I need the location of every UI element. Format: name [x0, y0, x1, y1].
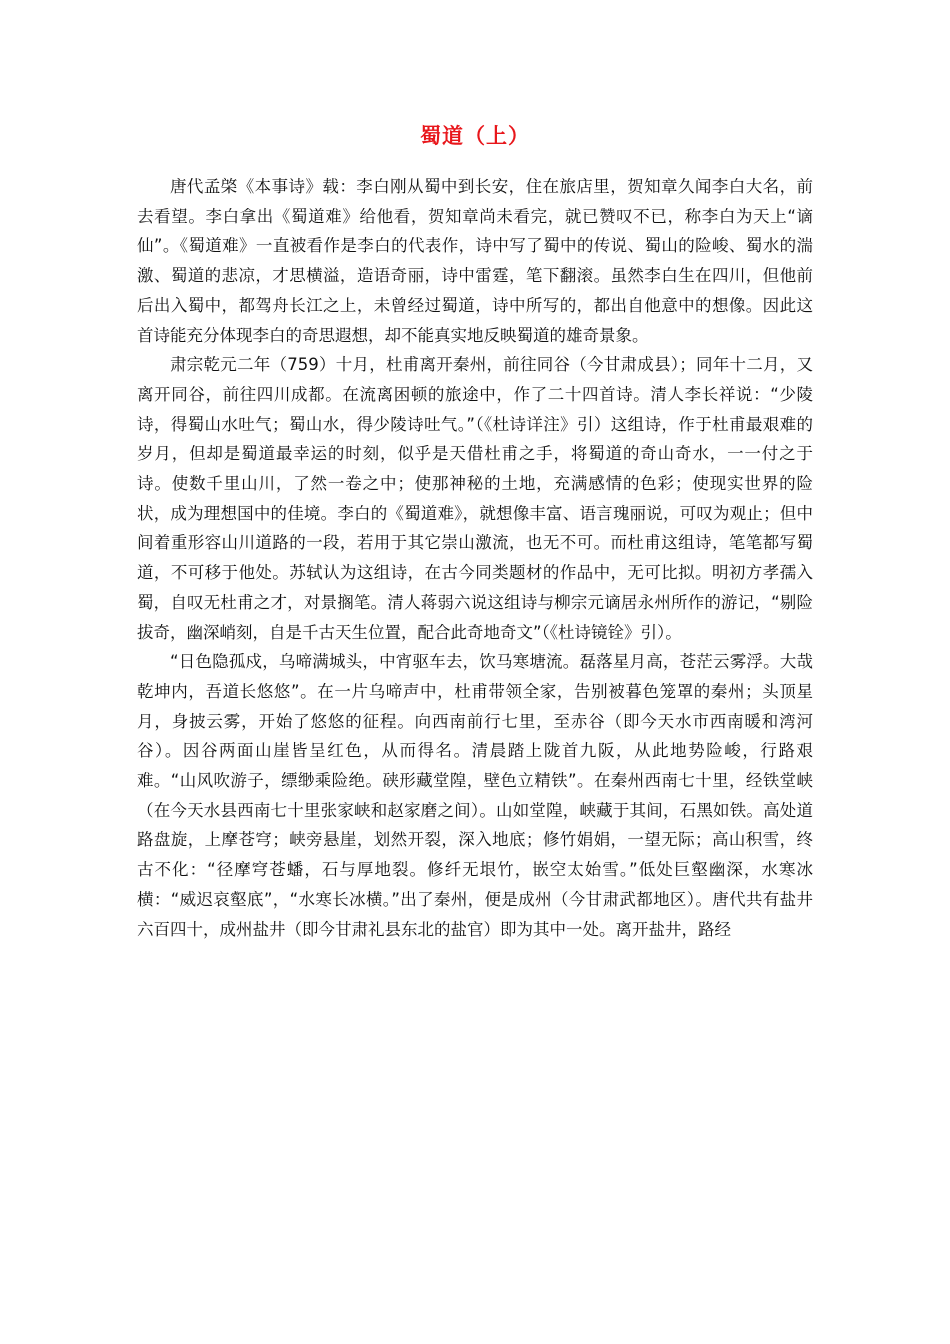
- paragraph-2: 肃宗乾元二年（759）十月，杜甫离开秦州，前往同谷（今甘肃成县）；同年十二月，又离开同谷，前往四川成都。在流离困顿的旅途中，作了二十四首诗。清人李长祥说：“少陵诗，得蜀山水吐气；蜀山水，得少陵诗吐气。”（《杜诗详注》引）这组诗，作于杜甫最艰难的岁月，但却是蜀道最幸运的时刻，似乎是天借杜甫之手，将蜀道的奇山奇水，一一付之于诗。使数千里山川，了然一卷之中；使那神秘的土地，充满感情的色彩；使现实世界的险状，成为理想国中的佳境。李白的《蜀道难》，就想像丰富、语言瑰丽说，可叹为观止；但中间着重形容山川道路的一段，若用于其它崇山激流，也无不可。而杜甫这组诗，笔笔都写蜀道，不可移于他处。苏轼认为这组诗，在古今同类题材的作品中，无可比拟。明初方孝孺入蜀，自叹无杜甫之才，对景搁笔。清人蒋弱六说这组诗与柳宗元谪居永州所作的游记，“剔险拔奇，幽深峭刻，自是千古天生位置，配合此奇地奇文”（《杜诗镜铨》引）。: [137, 355, 813, 642]
- paragraph-3: “日色隐孤戍，乌啼满城头，中宵驱车去，饮马寒塘流。磊落星月高，苍茫云雾浮。大哉乾坤内，吾道长悠悠”。在一片乌啼声中，杜甫带领全家，告别被暮色笼罩的秦州；头顶星月，身披云雾，开始了悠悠的征程。向西南前行七里，至赤谷（即今天水市西南暖和湾河谷）。因谷两面山崖皆呈红色，从而得名。清晨踏上陇首九阪，从此地势险峻，行路艰难。“山风吹游子，缥缈乘险绝。硖形藏堂隍，壁色立精铁”。在秦州西南七十里，经铁堂峡（在今天水县西南七十里张家峡和赵家磨之间）。山如堂隍，峡藏于其间，石黑如铁。高处道路盘旋，上摩苍穹；峡旁悬崖，划然开裂，深入地底；修竹娟娟，一望无际；高山积雪，终古不化：“径摩穹苍蟠，石与厚地裂。修纤无垠竹，嵌空太始雪。”低处巨壑幽深，水寒冰横：“威迟哀壑底”，“水寒长冰横。”出了秦州，便是成州（今甘肃武都地区）。唐代共有盐井六百四十，成州盐井（即今甘肃礼县东北的盐官）即为其中一处。离开盐井，路经: [137, 652, 813, 939]
- document-body: [137, 172, 813, 944]
- paragraph-1: 唐代孟棨《本事诗》载：李白刚从蜀中到长安，住在旅店里，贺知章久闻李白大名，前去看望。李白拿出《蜀道难》给他看，贺知章尚未看完，就已赞叹不已，称李白为天上“谪仙”。《蜀道难》一直被看作是李白的代表作，诗中写了蜀中的传说、蜀山的险峻、蜀水的湍激、蜀道的悲凉，才思横溢，造语奇丽，诗中雷霆，笔下翻滚。虽然李白生在四川，但他前后出入蜀中，都驾舟长江之上，未曾经过蜀道，诗中所写的，都出自他意中的想像。因此这首诗能充分体现李白的奇思遐想，却不能真实地反映蜀道的雄奇景象。: [137, 177, 813, 345]
- document-title: 蜀道（上）: [420, 124, 530, 148]
